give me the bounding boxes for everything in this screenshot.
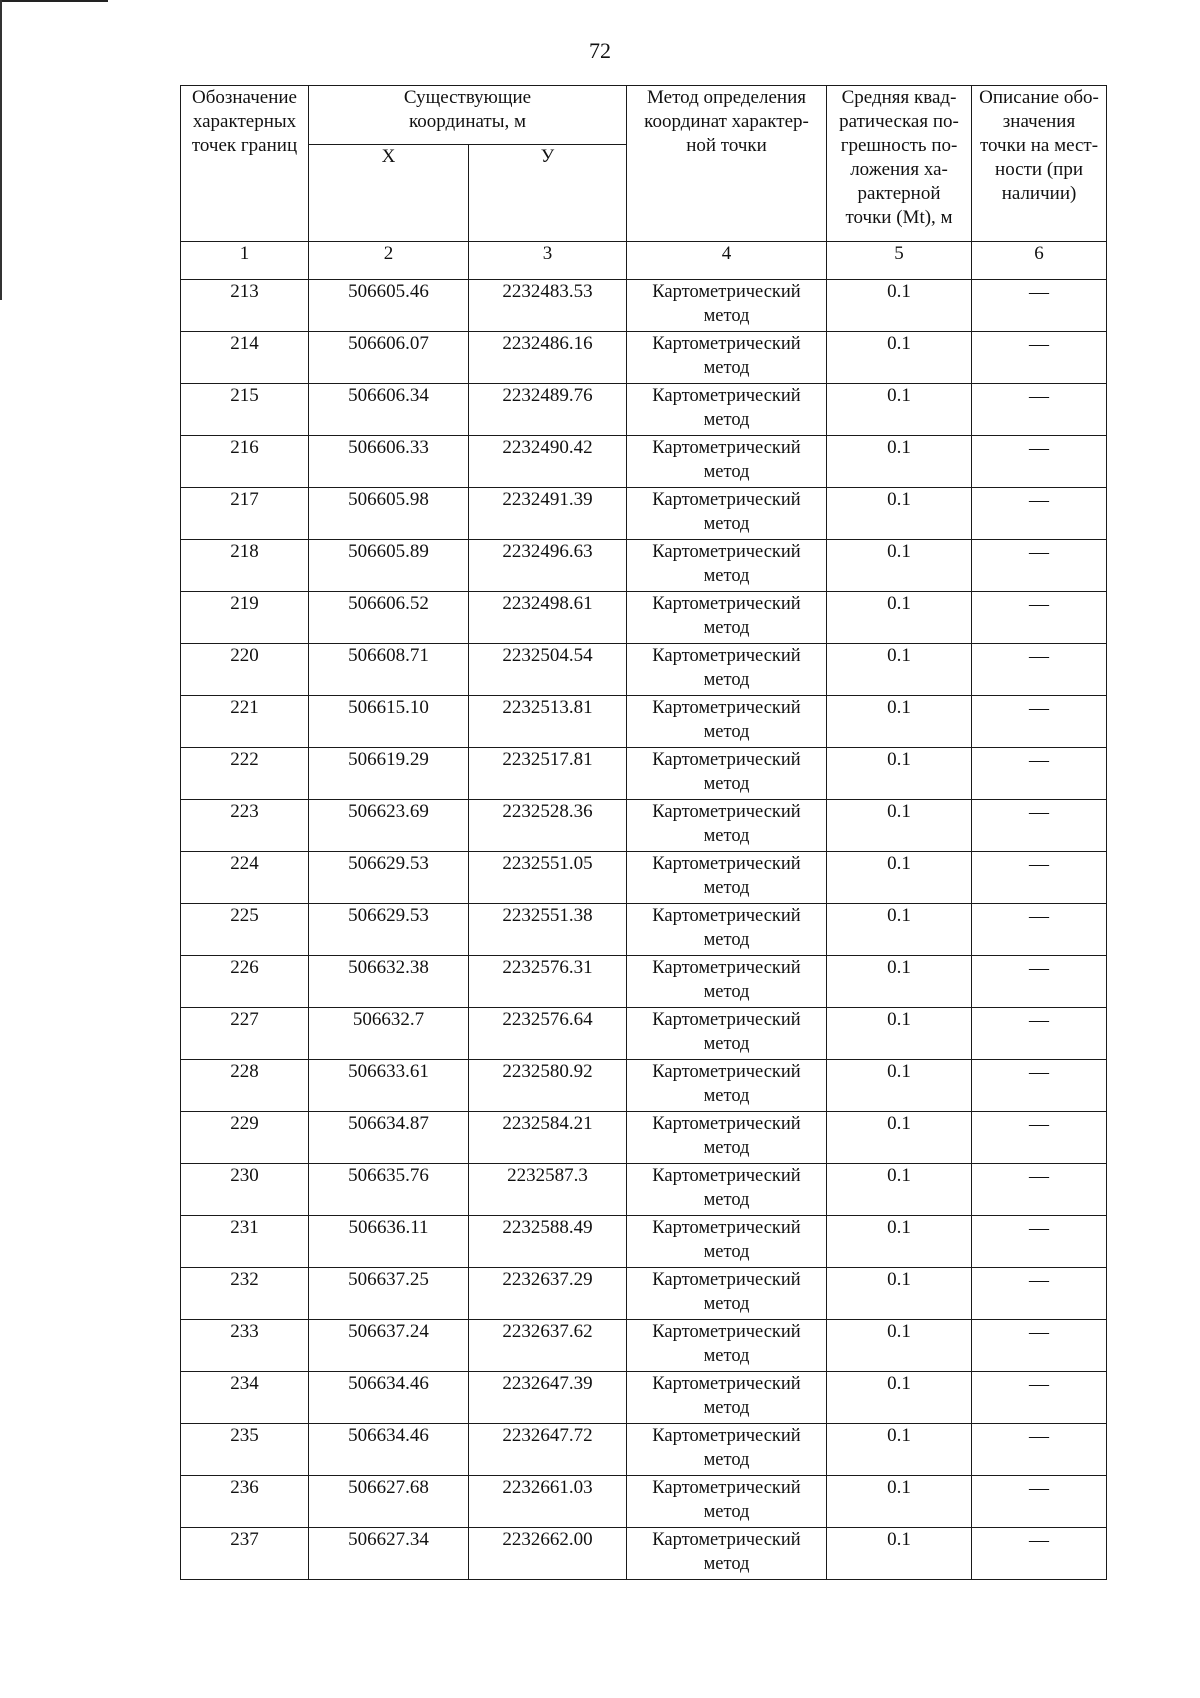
method-cell bbox=[627, 1060, 827, 1112]
method-cell bbox=[627, 1476, 827, 1528]
table-row bbox=[181, 644, 1107, 696]
method-cell bbox=[627, 748, 827, 800]
boundary-points-table bbox=[180, 85, 1107, 1580]
description-cell: — bbox=[972, 956, 1107, 1008]
description-cell: — bbox=[972, 852, 1107, 904]
x-coordinate-cell: 506634.46 bbox=[309, 1424, 469, 1476]
description-cell: — bbox=[972, 1060, 1107, 1112]
method-label-line: метод bbox=[703, 670, 750, 690]
x-coordinate-cell: 506623.69 bbox=[309, 800, 469, 852]
table-row bbox=[181, 1528, 1107, 1580]
method-cell bbox=[627, 332, 827, 384]
y-coordinate-cell: 2232496.63 bbox=[469, 540, 627, 592]
mean-error-cell: 0.1 bbox=[827, 1372, 972, 1424]
method-label-line: метод bbox=[703, 878, 750, 898]
point-id-cell: 237 bbox=[181, 1528, 309, 1580]
description-cell: — bbox=[972, 1528, 1107, 1580]
method-label-line: метод bbox=[703, 1190, 750, 1210]
description-cell: — bbox=[972, 800, 1107, 852]
method-cell bbox=[627, 592, 827, 644]
page-number: 72 bbox=[589, 38, 611, 63]
mean-error-cell: 0.1 bbox=[827, 1216, 972, 1268]
method-cell bbox=[627, 696, 827, 748]
y-coordinate-cell: 2232517.81 bbox=[469, 748, 627, 800]
y-coordinate-cell: 2232486.16 bbox=[469, 332, 627, 384]
x-coordinate-cell: 506619.29 bbox=[309, 748, 469, 800]
method-label-line: Картометрический bbox=[652, 490, 801, 510]
y-coordinate-cell: 2232661.03 bbox=[469, 1476, 627, 1528]
point-id-cell: 215 bbox=[181, 384, 309, 436]
column-number: 3 bbox=[469, 242, 627, 280]
y-coordinate-cell: 2232551.38 bbox=[469, 904, 627, 956]
mean-error-cell: 0.1 bbox=[827, 1424, 972, 1476]
point-id-cell: 219 bbox=[181, 592, 309, 644]
header-existing-coordinates: Существующие координаты, м bbox=[309, 86, 627, 145]
description-cell: — bbox=[972, 1216, 1107, 1268]
column-number: 5 bbox=[827, 242, 972, 280]
method-label-line: Картометрический bbox=[652, 698, 801, 718]
mean-error-cell: 0.1 bbox=[827, 852, 972, 904]
method-label-line: метод bbox=[703, 410, 750, 430]
method-label-line: метод bbox=[703, 1398, 750, 1418]
y-coordinate-cell: 2232647.72 bbox=[469, 1424, 627, 1476]
y-coordinate-cell: 2232587.3 bbox=[469, 1164, 627, 1216]
mean-error-cell: 0.1 bbox=[827, 592, 972, 644]
mean-error-cell: 0.1 bbox=[827, 1060, 972, 1112]
point-id-cell: 217 bbox=[181, 488, 309, 540]
x-coordinate-cell: 506615.10 bbox=[309, 696, 469, 748]
header-mean-error: Средняя квад- ратическая по- грешность по- ложения ха- рактерной точки (Mt), м bbox=[827, 86, 972, 242]
header-point-designation: Обозначение характерных точек границ bbox=[181, 86, 309, 242]
method-label-line: Картометрический bbox=[652, 334, 801, 354]
table-row bbox=[181, 592, 1107, 644]
method-label-line: Картометрический bbox=[652, 1166, 801, 1186]
column-number: 2 bbox=[309, 242, 469, 280]
method-label-line: метод bbox=[703, 306, 750, 326]
method-cell bbox=[627, 1164, 827, 1216]
description-cell: — bbox=[972, 1008, 1107, 1060]
description-cell: — bbox=[972, 1424, 1107, 1476]
table-row bbox=[181, 956, 1107, 1008]
mean-error-cell: 0.1 bbox=[827, 956, 972, 1008]
table-row bbox=[181, 800, 1107, 852]
mean-error-cell: 0.1 bbox=[827, 280, 972, 332]
header-y: У bbox=[469, 145, 627, 242]
table-row bbox=[181, 540, 1107, 592]
method-cell bbox=[627, 436, 827, 488]
description-cell: — bbox=[972, 280, 1107, 332]
point-id-cell: 224 bbox=[181, 852, 309, 904]
table-row bbox=[181, 384, 1107, 436]
y-coordinate-cell: 2232637.29 bbox=[469, 1268, 627, 1320]
method-label-line: Картометрический bbox=[652, 646, 801, 666]
point-id-cell: 216 bbox=[181, 436, 309, 488]
table-row bbox=[181, 1060, 1107, 1112]
description-cell: — bbox=[972, 696, 1107, 748]
point-id-cell: 226 bbox=[181, 956, 309, 1008]
column-number: 1 bbox=[181, 242, 309, 280]
method-cell bbox=[627, 1424, 827, 1476]
x-coordinate-cell: 506606.33 bbox=[309, 436, 469, 488]
method-cell bbox=[627, 1112, 827, 1164]
table-row bbox=[181, 1424, 1107, 1476]
method-label-line: Картометрический bbox=[652, 906, 801, 926]
method-label-line: Картометрический bbox=[652, 1010, 801, 1030]
mean-error-cell: 0.1 bbox=[827, 1268, 972, 1320]
method-label-line: Картометрический bbox=[652, 1114, 801, 1134]
method-label-line: Картометрический bbox=[652, 1426, 801, 1446]
mean-error-cell: 0.1 bbox=[827, 1008, 972, 1060]
table-row bbox=[181, 1268, 1107, 1320]
table-row bbox=[181, 488, 1107, 540]
x-coordinate-cell: 506637.25 bbox=[309, 1268, 469, 1320]
method-cell bbox=[627, 1008, 827, 1060]
point-id-cell: 229 bbox=[181, 1112, 309, 1164]
mean-error-cell: 0.1 bbox=[827, 1528, 972, 1580]
table-row bbox=[181, 904, 1107, 956]
y-coordinate-cell: 2232513.81 bbox=[469, 696, 627, 748]
mean-error-cell: 0.1 bbox=[827, 540, 972, 592]
y-coordinate-cell: 2232491.39 bbox=[469, 488, 627, 540]
scan-artifact-line bbox=[0, 0, 108, 2]
mean-error-cell: 0.1 bbox=[827, 696, 972, 748]
point-id-cell: 228 bbox=[181, 1060, 309, 1112]
mean-error-cell: 0.1 bbox=[827, 800, 972, 852]
x-coordinate-cell: 506633.61 bbox=[309, 1060, 469, 1112]
table-row bbox=[181, 1476, 1107, 1528]
method-label-line: метод bbox=[703, 1242, 750, 1262]
method-cell bbox=[627, 384, 827, 436]
mean-error-cell: 0.1 bbox=[827, 436, 972, 488]
x-coordinate-cell: 506635.76 bbox=[309, 1164, 469, 1216]
point-id-cell: 232 bbox=[181, 1268, 309, 1320]
mean-error-cell: 0.1 bbox=[827, 384, 972, 436]
method-label-line: Картометрический bbox=[652, 594, 801, 614]
description-cell: — bbox=[972, 488, 1107, 540]
x-coordinate-cell: 506632.38 bbox=[309, 956, 469, 1008]
mean-error-cell: 0.1 bbox=[827, 748, 972, 800]
x-coordinate-cell: 506627.68 bbox=[309, 1476, 469, 1528]
table-row bbox=[181, 280, 1107, 332]
method-label-line: метод bbox=[703, 1086, 750, 1106]
point-id-cell: 223 bbox=[181, 800, 309, 852]
y-coordinate-cell: 2232576.64 bbox=[469, 1008, 627, 1060]
method-label-line: метод bbox=[703, 358, 750, 378]
method-label-line: Картометрический bbox=[652, 1218, 801, 1238]
table-row bbox=[181, 1320, 1107, 1372]
point-id-cell: 225 bbox=[181, 904, 309, 956]
method-cell bbox=[627, 800, 827, 852]
method-label-line: Картометрический bbox=[652, 1322, 801, 1342]
method-label-line: Картометрический bbox=[652, 1530, 801, 1550]
y-coordinate-cell: 2232490.42 bbox=[469, 436, 627, 488]
point-id-cell: 218 bbox=[181, 540, 309, 592]
x-coordinate-cell: 506637.24 bbox=[309, 1320, 469, 1372]
y-coordinate-cell: 2232504.54 bbox=[469, 644, 627, 696]
x-coordinate-cell: 506606.07 bbox=[309, 332, 469, 384]
point-id-cell: 213 bbox=[181, 280, 309, 332]
method-label-line: Картометрический bbox=[652, 1478, 801, 1498]
mean-error-cell: 0.1 bbox=[827, 1320, 972, 1372]
method-label-line: Картометрический bbox=[652, 854, 801, 874]
table-row bbox=[181, 852, 1107, 904]
table-row bbox=[181, 1164, 1107, 1216]
header-method: Метод определения координат характер- ной точки bbox=[627, 86, 827, 242]
y-coordinate-cell: 2232637.62 bbox=[469, 1320, 627, 1372]
method-cell bbox=[627, 540, 827, 592]
point-id-cell: 236 bbox=[181, 1476, 309, 1528]
method-label-line: метод bbox=[703, 1450, 750, 1470]
y-coordinate-cell: 2232576.31 bbox=[469, 956, 627, 1008]
method-cell bbox=[627, 904, 827, 956]
x-coordinate-cell: 506606.34 bbox=[309, 384, 469, 436]
method-label-line: Картометрический bbox=[652, 802, 801, 822]
mean-error-cell: 0.1 bbox=[827, 644, 972, 696]
method-label-line: метод bbox=[703, 1346, 750, 1366]
x-coordinate-cell: 506627.34 bbox=[309, 1528, 469, 1580]
method-cell bbox=[627, 488, 827, 540]
method-label-line: метод bbox=[703, 1294, 750, 1314]
method-label-line: метод bbox=[703, 722, 750, 742]
column-number: 4 bbox=[627, 242, 827, 280]
method-label-line: Картометрический bbox=[652, 1270, 801, 1290]
method-label-line: метод bbox=[703, 1138, 750, 1158]
point-id-cell: 222 bbox=[181, 748, 309, 800]
method-label-line: Картометрический bbox=[652, 438, 801, 458]
mean-error-cell: 0.1 bbox=[827, 904, 972, 956]
x-coordinate-cell: 506605.89 bbox=[309, 540, 469, 592]
method-label-line: метод bbox=[703, 930, 750, 950]
description-cell: — bbox=[972, 1164, 1107, 1216]
method-label-line: метод bbox=[703, 1554, 750, 1574]
method-cell bbox=[627, 1372, 827, 1424]
description-cell: — bbox=[972, 332, 1107, 384]
method-label-line: метод bbox=[703, 1034, 750, 1054]
description-cell: — bbox=[972, 384, 1107, 436]
header-row-top bbox=[181, 86, 1107, 145]
y-coordinate-cell: 2232498.61 bbox=[469, 592, 627, 644]
description-cell: — bbox=[972, 644, 1107, 696]
table-row bbox=[181, 332, 1107, 384]
method-label-line: метод bbox=[703, 982, 750, 1002]
point-id-cell: 230 bbox=[181, 1164, 309, 1216]
point-id-cell: 220 bbox=[181, 644, 309, 696]
table-row bbox=[181, 1008, 1107, 1060]
y-coordinate-cell: 2232528.36 bbox=[469, 800, 627, 852]
method-label-line: метод bbox=[703, 774, 750, 794]
method-label-line: Картометрический bbox=[652, 958, 801, 978]
table-row bbox=[181, 1112, 1107, 1164]
description-cell: — bbox=[972, 1112, 1107, 1164]
description-cell: — bbox=[972, 1268, 1107, 1320]
x-coordinate-cell: 506634.87 bbox=[309, 1112, 469, 1164]
point-id-cell: 233 bbox=[181, 1320, 309, 1372]
mean-error-cell: 0.1 bbox=[827, 1164, 972, 1216]
header-x: X bbox=[309, 145, 469, 242]
method-label-line: Картометрический bbox=[652, 542, 801, 562]
method-cell bbox=[627, 280, 827, 332]
point-id-cell: 214 bbox=[181, 332, 309, 384]
table-row bbox=[181, 436, 1107, 488]
x-coordinate-cell: 506605.46 bbox=[309, 280, 469, 332]
method-label-line: Картометрический bbox=[652, 750, 801, 770]
table-row bbox=[181, 1216, 1107, 1268]
description-cell: — bbox=[972, 904, 1107, 956]
header-description: Описание обо- значения точки на мест- ности (при наличии) bbox=[972, 86, 1107, 242]
x-coordinate-cell: 506629.53 bbox=[309, 904, 469, 956]
x-coordinate-cell: 506606.52 bbox=[309, 592, 469, 644]
method-cell bbox=[627, 852, 827, 904]
y-coordinate-cell: 2232588.49 bbox=[469, 1216, 627, 1268]
description-cell: — bbox=[972, 436, 1107, 488]
method-cell bbox=[627, 1216, 827, 1268]
method-label-line: метод bbox=[703, 566, 750, 586]
x-coordinate-cell: 506636.11 bbox=[309, 1216, 469, 1268]
point-id-cell: 221 bbox=[181, 696, 309, 748]
y-coordinate-cell: 2232580.92 bbox=[469, 1060, 627, 1112]
mean-error-cell: 0.1 bbox=[827, 1476, 972, 1528]
method-label-line: метод bbox=[703, 618, 750, 638]
table-row bbox=[181, 696, 1107, 748]
method-label-line: Картометрический bbox=[652, 282, 801, 302]
column-number: 6 bbox=[972, 242, 1107, 280]
method-cell bbox=[627, 644, 827, 696]
description-cell: — bbox=[972, 592, 1107, 644]
x-coordinate-cell: 506634.46 bbox=[309, 1372, 469, 1424]
y-coordinate-cell: 2232662.00 bbox=[469, 1528, 627, 1580]
method-cell bbox=[627, 956, 827, 1008]
method-label-line: метод bbox=[703, 462, 750, 482]
y-coordinate-cell: 2232647.39 bbox=[469, 1372, 627, 1424]
y-coordinate-cell: 2232551.05 bbox=[469, 852, 627, 904]
method-label-line: Картометрический bbox=[652, 1374, 801, 1394]
point-id-cell: 235 bbox=[181, 1424, 309, 1476]
x-coordinate-cell: 506629.53 bbox=[309, 852, 469, 904]
method-cell bbox=[627, 1268, 827, 1320]
method-label-line: Картометрический bbox=[652, 386, 801, 406]
mean-error-cell: 0.1 bbox=[827, 488, 972, 540]
mean-error-cell: 0.1 bbox=[827, 1112, 972, 1164]
method-label-line: Картометрический bbox=[652, 1062, 801, 1082]
method-label-line: метод bbox=[703, 826, 750, 846]
method-label-line: метод bbox=[703, 514, 750, 534]
x-coordinate-cell: 506632.7 bbox=[309, 1008, 469, 1060]
y-coordinate-cell: 2232489.76 bbox=[469, 384, 627, 436]
description-cell: — bbox=[972, 1320, 1107, 1372]
column-numbers-row bbox=[181, 242, 1107, 280]
method-label-line: метод bbox=[703, 1502, 750, 1522]
method-cell bbox=[627, 1320, 827, 1372]
description-cell: — bbox=[972, 748, 1107, 800]
description-cell: — bbox=[972, 1372, 1107, 1424]
description-cell: — bbox=[972, 540, 1107, 592]
point-id-cell: 231 bbox=[181, 1216, 309, 1268]
mean-error-cell: 0.1 bbox=[827, 332, 972, 384]
point-id-cell: 234 bbox=[181, 1372, 309, 1424]
table-row bbox=[181, 748, 1107, 800]
method-cell bbox=[627, 1528, 827, 1580]
x-coordinate-cell: 506605.98 bbox=[309, 488, 469, 540]
x-coordinate-cell: 506608.71 bbox=[309, 644, 469, 696]
y-coordinate-cell: 2232483.53 bbox=[469, 280, 627, 332]
table-row bbox=[181, 1372, 1107, 1424]
description-cell: — bbox=[972, 1476, 1107, 1528]
y-coordinate-cell: 2232584.21 bbox=[469, 1112, 627, 1164]
point-id-cell: 227 bbox=[181, 1008, 309, 1060]
